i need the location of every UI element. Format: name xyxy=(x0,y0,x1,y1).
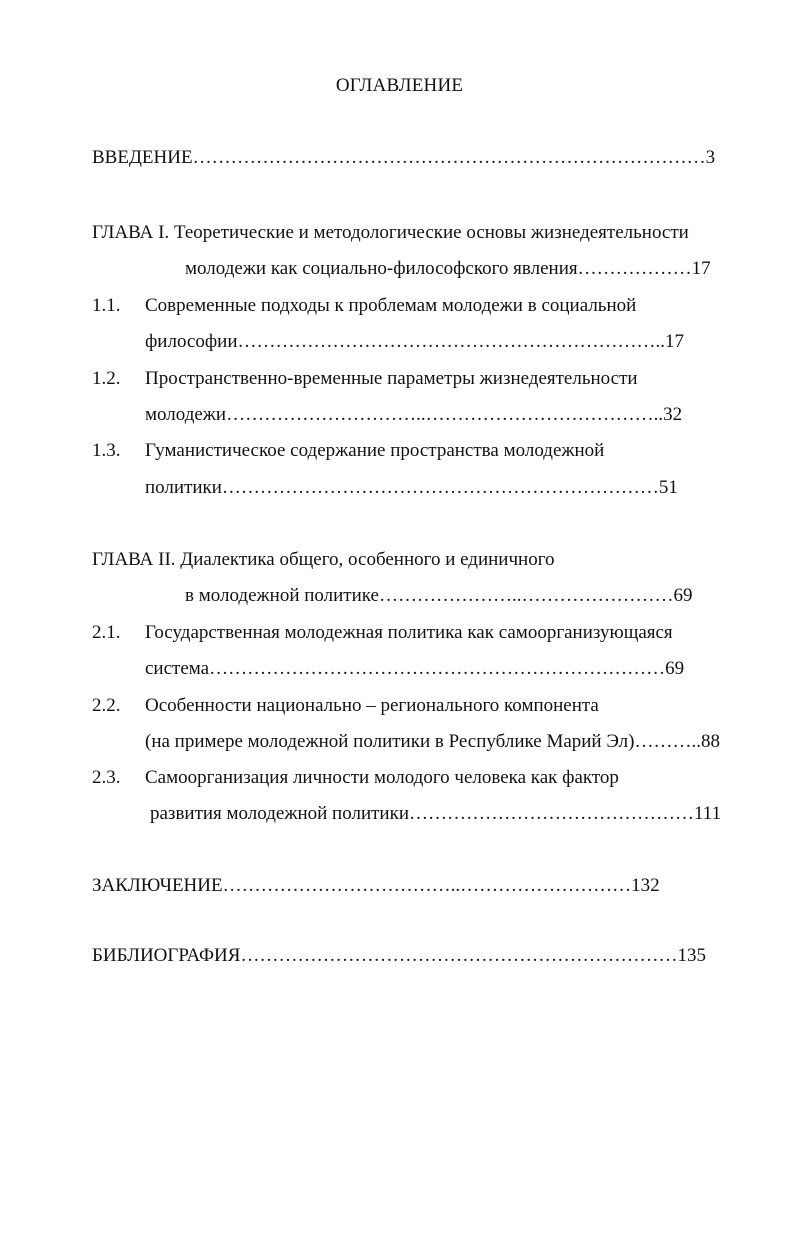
toc-section-2-1-title-continued: система………………………………………………………………69 xyxy=(145,658,685,679)
toc-section-1-2-title-continued: молодежи…………………………..………………………………..32 xyxy=(145,404,683,425)
toc-section-number: 2.3. xyxy=(92,767,121,788)
toc-section-2-2-title-continued: (на примере молодежной политики в Республике Марий Эл)………..88 xyxy=(145,731,720,752)
toc-chapter-2-title-continued: в молодежной политике…………………..……………………69 xyxy=(185,585,693,606)
toc-section-2-3-title: Самоорганизация личности молодого человека как фактор xyxy=(145,767,619,788)
page-title: ОГЛАВЛЕНИЕ xyxy=(335,75,464,96)
toc-section-1-1-title-continued: философии…………………………………………………………..17 xyxy=(145,331,685,352)
toc-chapter-2-title: ГЛАВА II. Диалектика общего, особенного и единичного xyxy=(92,549,555,570)
toc-section-2-1-title: Государственная молодежная политика как самоорганизующаяся xyxy=(145,622,673,643)
toc-section-number: 2.2. xyxy=(92,695,121,716)
toc-section-number: 1.2. xyxy=(92,368,121,389)
toc-section-1-1-title: Современные подходы к проблемам молодежи в социальной xyxy=(145,295,637,316)
toc-entry-introduction: ВВЕДЕНИЕ………………………………………………………………………3 xyxy=(92,147,716,168)
toc-section-1-2-title: Пространственно-временные параметры жизнедеятельности xyxy=(145,368,638,389)
toc-section-2-3-title-continued: развития молодежной политики………………………………………111 xyxy=(150,803,722,824)
toc-section-2-2-title: Особенности национально – регионального компонента xyxy=(145,695,599,716)
toc-section-number: 1.3. xyxy=(92,440,121,461)
toc-section-1-3-title-continued: политики……………………………………………………………51 xyxy=(145,477,678,498)
toc-section-number: 1.1. xyxy=(92,295,121,316)
toc-entry-bibliography: БИБЛИОГРАФИЯ……………………………………………………………135 xyxy=(92,945,706,966)
toc-section-number: 2.1. xyxy=(92,622,121,643)
toc-section-1-3-title: Гуманистическое содержание пространства молодежной xyxy=(145,440,605,461)
toc-entry-conclusion: ЗАКЛЮЧЕНИЕ………………………………..………………………132 xyxy=(92,875,660,896)
toc-chapter-1-title: ГЛАВА I. Теоретические и методологические основы жизнедеятельности xyxy=(92,222,689,243)
toc-chapter-1-title-continued: молодежи как социально-философского явления………………17 xyxy=(185,258,711,279)
